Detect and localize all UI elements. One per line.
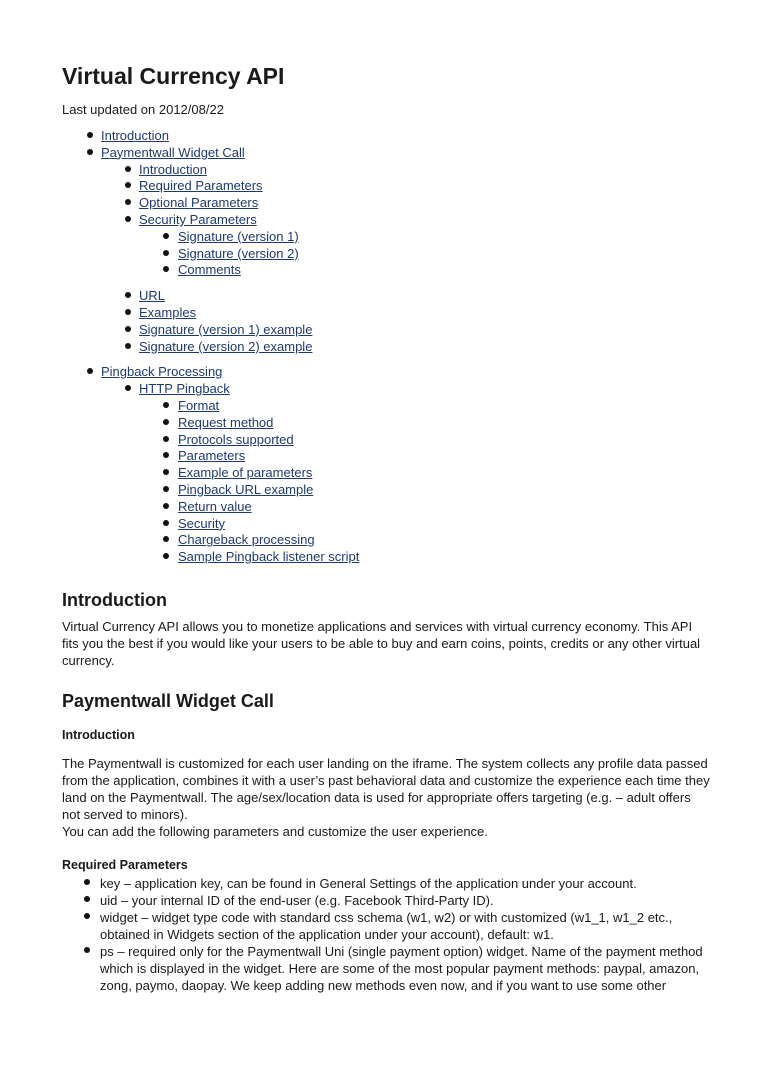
toc-item-sig-v2	[139, 246, 712, 263]
toc-link-optional-params[interactable]: Optional Parameters	[139, 195, 259, 211]
last-updated: Last updated on 2012/08/22	[62, 102, 224, 117]
page-title: Virtual Currency API	[62, 63, 285, 89]
list-item	[62, 943, 712, 994]
toc-item-http-pingback	[101, 381, 712, 566]
paragraph-line: from the application, combines it with a user’s past behavioral data and customize the experience each time they	[62, 772, 710, 788]
intro-line: Virtual Currency API allows you to monetize applications and services with virtual currency economy. This API	[62, 618, 693, 634]
toc-link-comments[interactable]: Comments	[178, 262, 241, 278]
param-widget-cont: obtained in Widgets section of the application under your account), default: w1.	[100, 926, 554, 942]
subsection-heading-introduction: Introduction	[62, 727, 135, 742]
paragraph-line: land on the Paymentwall. The age/sex/location data is used for appropriate offers targeting (e.g. – adult offers	[62, 789, 691, 805]
intro-line: currency.	[62, 652, 115, 668]
toc-link-sig-v2-example[interactable]: Signature (version 2) example	[139, 338, 313, 354]
toc-link-sig-v1-example[interactable]: Signature (version 1) example	[139, 321, 313, 337]
subsection-heading-required-params: Required Parameters	[62, 857, 188, 872]
toc-link-examples[interactable]: Examples	[139, 304, 197, 320]
param-widget: widget – widget type code with standard css schema (w1, w2) or with customized (w1_1, w1_2 etc.,	[100, 909, 673, 925]
toc-link-widget-call[interactable]: Paymentwall Widget Call	[101, 144, 245, 160]
param-ps: ps – required only for the Paymentwall Uni (single payment option) widget. Name of the payment method	[100, 943, 703, 959]
param-ps-cont: zong, paymo, daopay. We keep adding new methods even now, and if you want to use some other	[100, 977, 667, 993]
paragraph-line: not served to minors).	[62, 806, 188, 822]
toc-item-security	[139, 516, 712, 533]
toc-item-request-method	[139, 415, 712, 432]
toc-link-example-params[interactable]: Example of parameters	[178, 465, 313, 481]
toc-item-required-params	[101, 178, 712, 195]
intro-line: fits you the best if you would like your users to be able to buy and earn coins, points, credits or any other virtual	[62, 635, 701, 651]
toc-link-http-pingback[interactable]: HTTP Pingback	[139, 381, 230, 397]
toc-item-pingback-url-example	[139, 482, 712, 499]
document-page	[62, 60, 712, 994]
toc-link-return-value[interactable]: Return value	[178, 498, 252, 514]
section-heading-widget-call: Paymentwall Widget Call	[62, 690, 274, 711]
toc-link-request-method[interactable]: Request method	[178, 414, 274, 430]
toc-item-widget-intro	[101, 162, 712, 179]
paragraph-line: You can add the following parameters and customize the user experience.	[62, 823, 488, 839]
list-item	[62, 892, 712, 909]
toc-item-example-params	[139, 465, 712, 482]
toc-link-protocols[interactable]: Protocols supported	[178, 431, 294, 447]
required-params-list	[62, 875, 712, 994]
toc-item-widget-call	[62, 145, 712, 356]
toc-item-comments	[139, 262, 712, 279]
toc-item-security-params	[101, 212, 712, 279]
toc-link-url[interactable]: URL	[139, 288, 166, 304]
toc-link-security[interactable]: Security	[178, 515, 225, 531]
paragraph-line: The Paymentwall is customized for each user landing on the iframe. The system collects any profile data passed	[62, 755, 708, 771]
toc-link-security-params[interactable]: Security Parameters	[139, 211, 257, 227]
toc-link-sig-v1[interactable]: Signature (version 1)	[178, 228, 299, 244]
toc-item-sig-v2-example	[101, 339, 712, 356]
toc-link-parameters[interactable]: Parameters	[178, 448, 246, 464]
toc-link-pingback-processing[interactable]: Pingback Processing	[101, 364, 223, 380]
toc-link-sig-v2[interactable]: Signature (version 2)	[178, 245, 299, 261]
toc-item-chargeback	[139, 532, 712, 549]
widget-intro-paragraph	[62, 755, 712, 840]
toc-link-pingback-url-example[interactable]: Pingback URL example	[178, 481, 314, 497]
param-uid: uid – your internal ID of the end-user (e.g. Facebook Third-Party ID).	[100, 892, 494, 908]
toc-item-url	[101, 288, 712, 305]
introduction-paragraph	[62, 618, 712, 669]
toc-link-introduction[interactable]: Introduction	[101, 128, 169, 143]
toc-link-widget-intro[interactable]: Introduction	[139, 161, 207, 177]
toc-item-sig-v1-example	[101, 322, 712, 339]
toc-item-format	[139, 398, 712, 415]
toc-item-sig-v1	[139, 229, 712, 246]
toc-item-pingback-processing	[62, 364, 712, 566]
toc-item-optional-params	[101, 195, 712, 212]
toc-item-protocols	[139, 432, 712, 449]
table-of-contents	[62, 128, 712, 566]
param-key: key – application key, can be found in General Settings of the application under your account.	[100, 875, 637, 891]
toc-link-sample-listener[interactable]: Sample Pingback listener script	[178, 549, 360, 565]
toc-item-return-value	[139, 499, 712, 516]
section-heading-introduction: Introduction	[62, 589, 167, 610]
list-item	[62, 875, 712, 892]
toc-link-format[interactable]: Format	[178, 397, 220, 413]
toc-item-sample-listener	[139, 549, 712, 566]
toc-item-introduction	[62, 128, 712, 145]
toc-item-examples	[101, 305, 712, 322]
param-ps-cont: which is displayed in the widget. Here are some of the most popular payment methods: paypal, amazon,	[100, 960, 700, 976]
toc-link-required-params[interactable]: Required Parameters	[139, 178, 263, 194]
toc-link-chargeback[interactable]: Chargeback processing	[178, 532, 315, 548]
toc-item-parameters	[139, 448, 712, 465]
list-item	[62, 909, 712, 943]
